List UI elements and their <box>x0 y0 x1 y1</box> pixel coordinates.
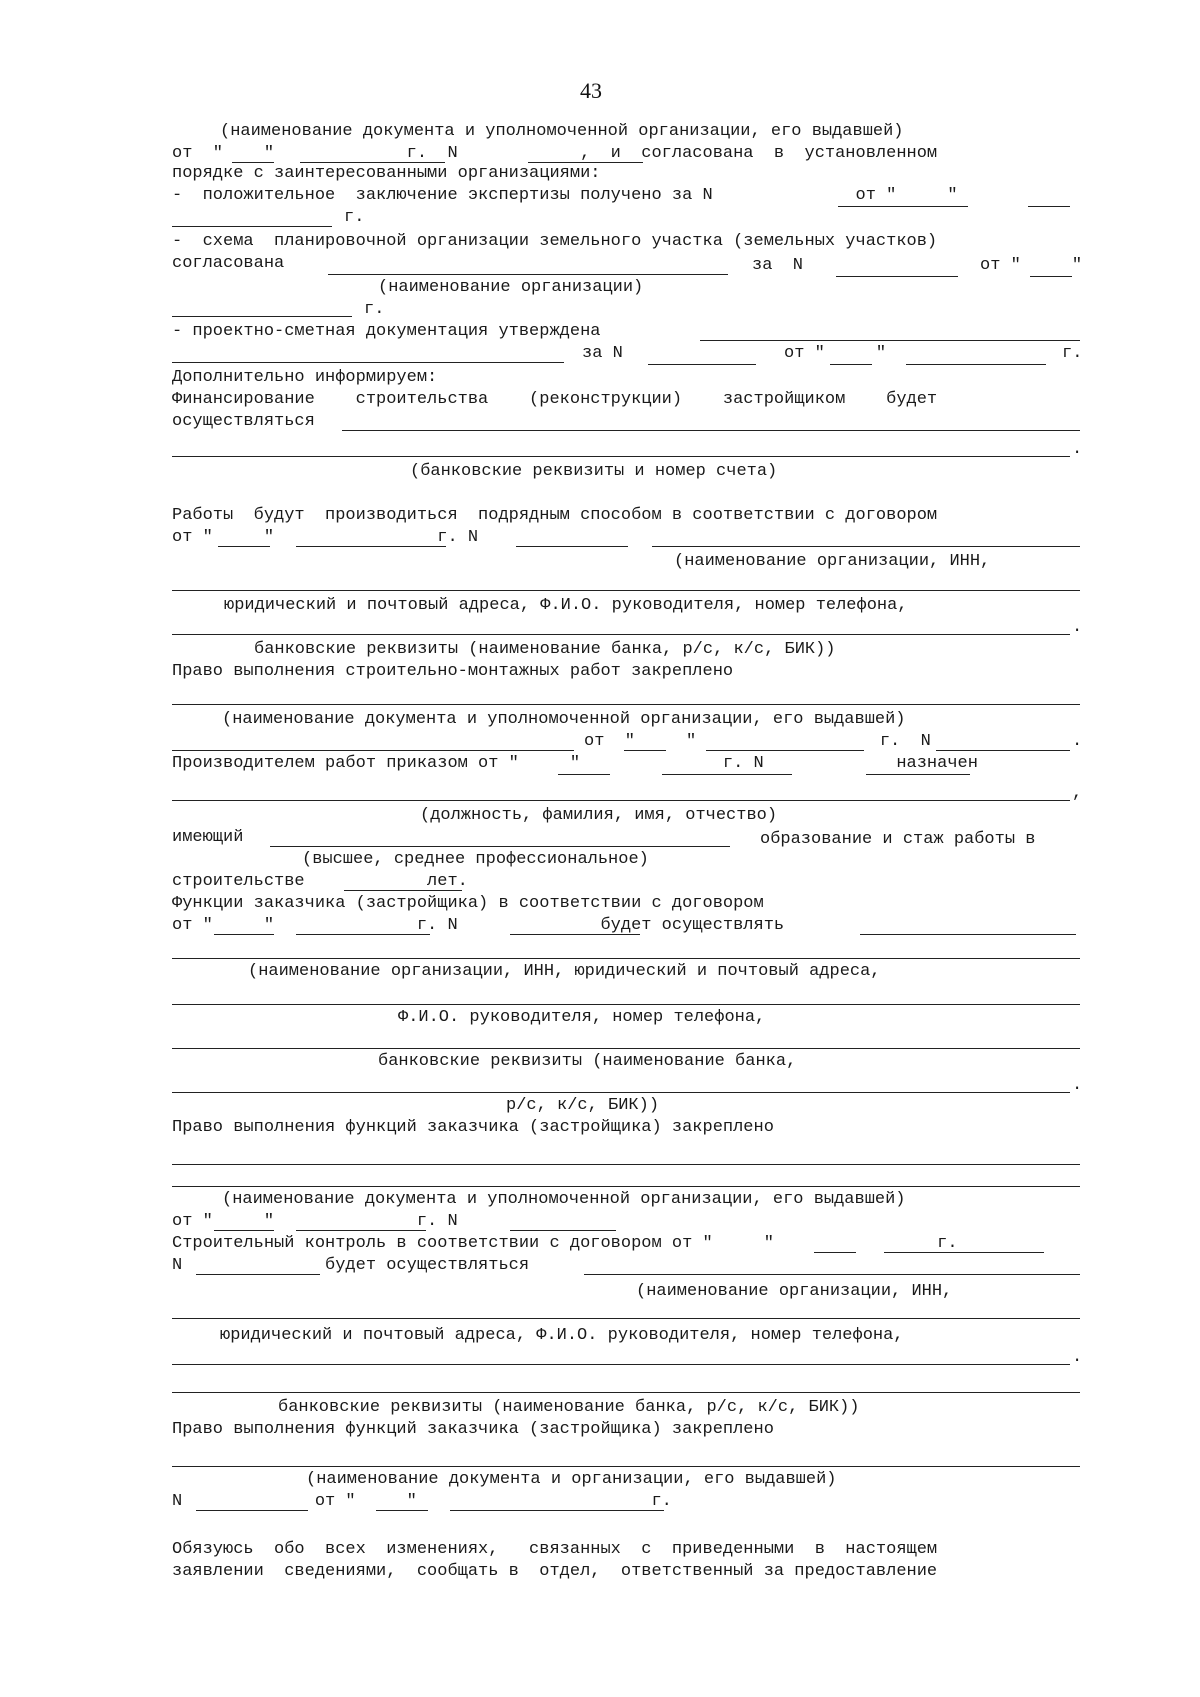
text-line: - проектно-сметная документация утверждена <box>172 322 601 341</box>
period: . <box>1072 1348 1083 1367</box>
comma: , <box>1072 784 1083 803</box>
text-line: N от " " г. <box>172 1492 672 1511</box>
blank-organization <box>860 934 1076 935</box>
blank-organization <box>652 546 1080 547</box>
blank-day <box>232 162 274 163</box>
blank-line <box>172 1004 1080 1005</box>
text-line: образование и стаж работы в <box>760 830 1036 849</box>
blank-approved-by-cont <box>172 362 564 363</box>
caption-bank-details: (банковские реквизиты и номер счета) <box>410 462 778 481</box>
blank-organization <box>328 274 728 275</box>
caption-education: (высшее, среднее профессиональное) <box>302 850 649 869</box>
blank-number <box>528 162 643 163</box>
text-line: от " " г. N <box>172 528 479 547</box>
period: . <box>1072 618 1083 637</box>
blank-line <box>172 1164 1080 1165</box>
blank-number <box>510 1230 616 1231</box>
blank-number <box>648 364 756 365</box>
text-line: - схема планировочной организации земельного участка (земельных участков) <box>172 232 938 251</box>
text-line: порядке с заинтересованными организациями: <box>172 164 601 183</box>
blank-month <box>662 774 792 775</box>
blank-number <box>836 276 958 277</box>
text-line: Право выполнения функций заказчика (застройщика) закреплено <box>172 1118 774 1137</box>
text-line: имеющий <box>172 828 244 847</box>
blank-number <box>196 1510 308 1511</box>
blank-day <box>218 546 270 547</box>
blank-line <box>172 590 1080 591</box>
caption-address-manager: юридический и почтовый адреса, Ф.И.О. руководителя, номер телефона, <box>224 596 908 615</box>
caption-organization-inn: (наименование организации, ИНН, <box>636 1282 953 1301</box>
period: . <box>1072 732 1083 751</box>
text-line: от " " г. N будет осуществлять <box>172 916 785 935</box>
blank-date <box>172 226 332 227</box>
blank-month <box>296 546 446 547</box>
caption-organization-inn: (наименование организации, ИНН, <box>674 552 991 571</box>
blank-line <box>172 634 1070 635</box>
blank-day <box>1028 206 1070 207</box>
text-line: за N <box>752 256 804 275</box>
caption-organization-name: (наименование организации) <box>378 278 644 297</box>
blank-line <box>172 1392 1080 1393</box>
text-line: осуществляться <box>172 412 315 431</box>
blank-financing <box>342 430 1080 431</box>
blank-number <box>866 774 970 775</box>
blank-expertise-number <box>838 206 968 207</box>
caption-position: (должность, фамилия, имя, отчество) <box>420 806 778 825</box>
text-line: Право выполнения строительно-монтажных работ закреплено <box>172 662 734 681</box>
text-line: согласована <box>172 254 285 273</box>
blank-month <box>906 364 1046 365</box>
text-line: г. <box>344 208 365 227</box>
blank-day <box>376 1510 428 1511</box>
blank-month <box>300 162 445 163</box>
text-line: Право выполнения функций заказчика (застройщика) закреплено <box>172 1420 774 1439</box>
caption-document-issuer: (наименование документа и уполномоченной организации, его выдавшей) <box>222 1190 906 1209</box>
blank-line <box>172 1364 1070 1365</box>
blank-line <box>172 958 1080 959</box>
text-line: Дополнительно информируем: <box>172 368 438 387</box>
text-line: Обязуюсь обо всех изменениях, связанных с приведенными в настоящем <box>172 1540 938 1559</box>
page-number: 43 <box>580 78 602 103</box>
blank-number <box>196 1274 320 1275</box>
text-line: Работы будут производиться подрядным способом в соответствии с договором <box>172 506 938 525</box>
text-line: Строительный контроль в соответствии с договором от " " г. <box>172 1234 958 1253</box>
blank-day <box>558 774 610 775</box>
text-line: от " " г. N , и согласована в установленном <box>172 144 938 163</box>
period: . <box>1072 1076 1083 1095</box>
blank-day <box>814 1252 856 1253</box>
text-line: от " " <box>980 256 1083 275</box>
blank-line <box>172 704 1080 705</box>
blank-month <box>296 1230 426 1231</box>
text-line: - положительное заключение экспертизы получено за N от " " <box>172 186 958 205</box>
caption-bank: банковские реквизиты (наименование банка, р/с, к/с, БИК)) <box>278 1398 860 1417</box>
blank-position-name <box>172 800 1070 801</box>
blank-approved-by <box>700 340 1080 341</box>
blank-day <box>214 934 274 935</box>
blank-line <box>172 1186 1080 1187</box>
blank-bank-details <box>172 456 1070 457</box>
blank-day <box>214 1230 274 1231</box>
blank-month <box>706 750 864 751</box>
blank-day <box>830 364 872 365</box>
blank-month <box>884 1252 1044 1253</box>
blank-number <box>936 750 1070 751</box>
text-line: Функции заказчика (застройщика) в соответствии с договором <box>172 894 764 913</box>
text-line: N будет осуществляться <box>172 1256 530 1275</box>
text-line: Производителем работ приказом от " " г. N назначен <box>172 754 978 773</box>
text-line: от " " г. N <box>172 1212 458 1231</box>
blank-line <box>172 1318 1080 1319</box>
text-line: от " " г. N <box>584 732 931 751</box>
text-line: за N <box>582 344 623 363</box>
text-line: от " " <box>784 344 887 363</box>
blank-organization <box>584 1274 1080 1275</box>
blank-years <box>344 890 462 891</box>
period: . <box>1072 440 1083 459</box>
blank-month <box>450 1510 664 1511</box>
blank-day <box>624 750 666 751</box>
blank-education <box>270 846 730 847</box>
caption-accounts: р/с, к/с, БИК)) <box>506 1096 660 1115</box>
blank-line <box>172 1092 1070 1093</box>
caption-document-issuer: (наименование документа и уполномоченной организации, его выдавшей) <box>220 122 904 141</box>
blank-line <box>172 1048 1080 1049</box>
blank-number <box>516 546 628 547</box>
text-line: г. <box>364 300 385 319</box>
blank-line <box>172 1466 1080 1467</box>
text-line: г. <box>1062 344 1083 363</box>
caption-document-issuer: (наименование документа и уполномоченной организации, его выдавшей) <box>222 710 906 729</box>
caption-address-manager: юридический и почтовый адреса, Ф.И.О. руководителя, номер телефона, <box>220 1326 904 1345</box>
caption-document-org: (наименование документа и организации, его выдавшей) <box>306 1470 837 1489</box>
caption-manager-phone: Ф.И.О. руководителя, номер телефона, <box>398 1008 766 1027</box>
caption-bank: банковские реквизиты (наименование банка, <box>378 1052 797 1071</box>
text-line: Финансирование строительства (реконструкции) застройщиком будет <box>172 390 938 409</box>
text-line: строительстве лет. <box>172 872 468 891</box>
blank-day <box>1030 276 1072 277</box>
blank-date <box>172 316 352 317</box>
blank-month <box>296 934 430 935</box>
text-line: заявлении сведениями, сообщать в отдел, ответственный за предоставление <box>172 1562 938 1581</box>
caption-org-inn-address: (наименование организации, ИНН, юридический и почтовый адреса, <box>248 962 881 981</box>
blank-number <box>510 934 640 935</box>
blank-document <box>172 750 574 751</box>
caption-bank: банковские реквизиты (наименование банка, р/с, к/с, БИК)) <box>254 640 836 659</box>
